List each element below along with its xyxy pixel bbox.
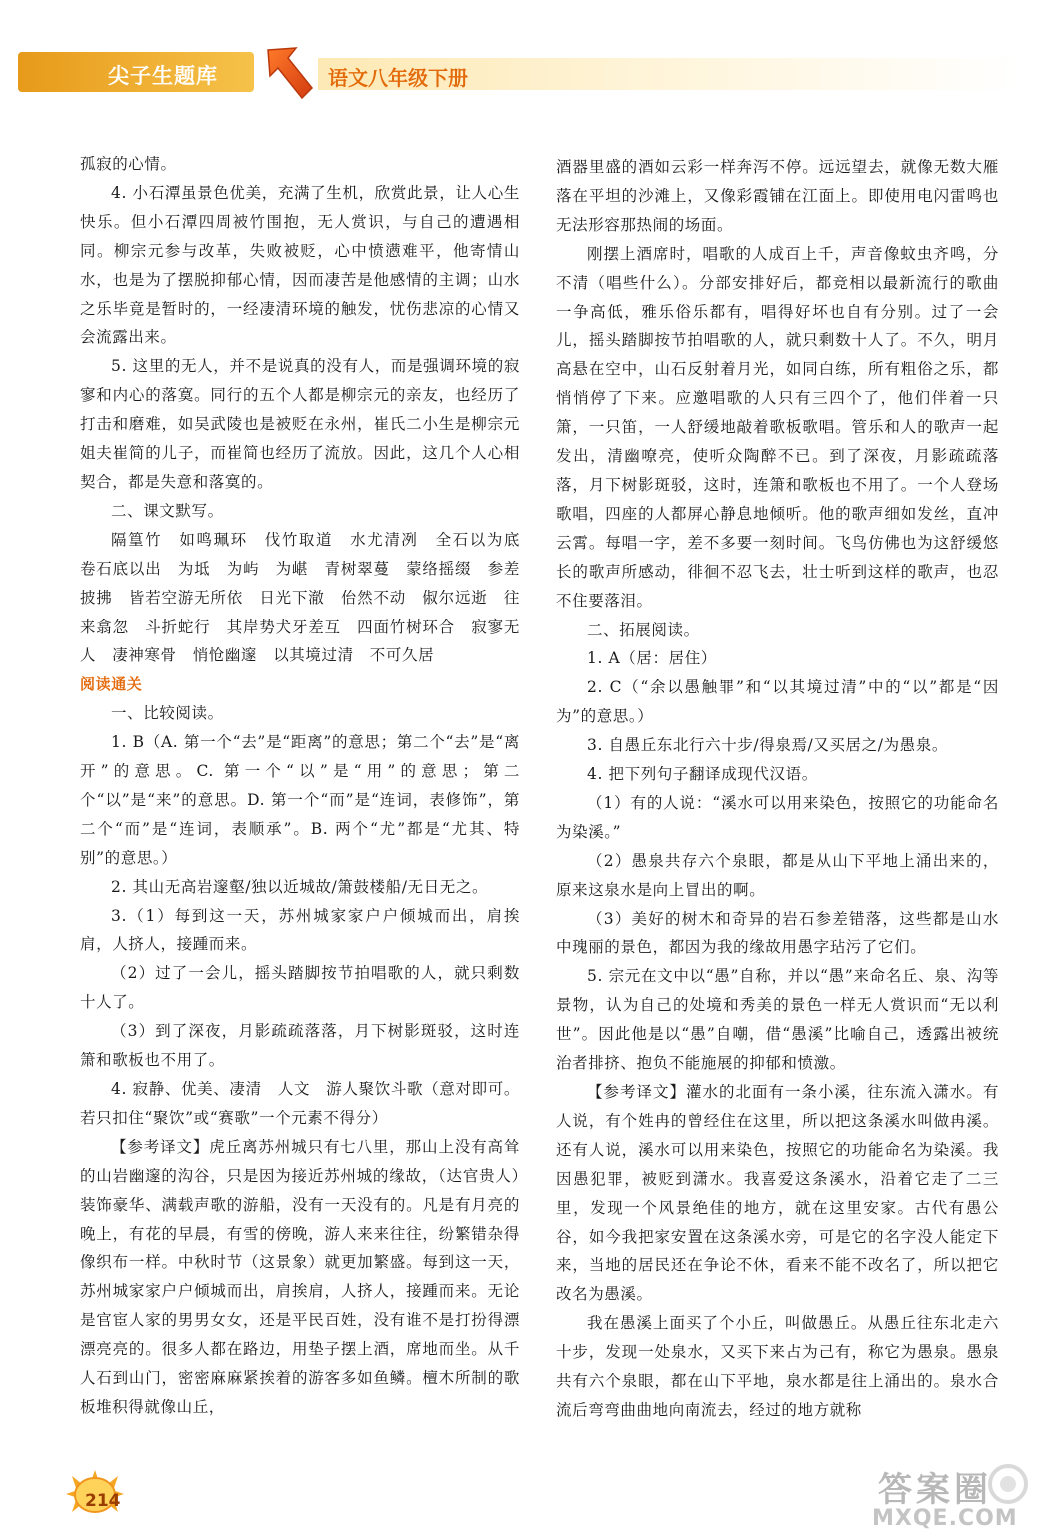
paragraph: 【参考译文】灌水的北面有一条小溪，往东流入潇水。有人说，有个姓冉的曾经住在这里，所以把这条溪水叫做冉溪。还有人说，溪水可以用来染色，按照它的功能命名为染溪。我因愚犯罪，被贬到潇水。我喜爱这条溪水，沿着它走了二三里，发现一个风景绝佳的地方，就在这里安家。古代有愚公谷，如今我把家安置在这条溪水旁，可是它的名字没人能定下来，当地的居民还在争论不休，看来不能不改名了，所以把它改名为愚溪。	[556, 1083, 999, 1304]
paragraph: 酒器里盛的酒如云彩一样奔泻不停。远远望去，就像无数大雁落在平坦的沙滩上，又像彩霞铺在江面上。即使用电闪雷鸣也无法形容那热闹的场面。	[556, 158, 999, 234]
paragraph: 3. 自愚丘东北行六十步/得泉焉/又买居之/为愚泉。	[587, 736, 948, 755]
paragraph: 刚摆上酒席时，唱歌的人成百上千，声音像蚊虫齐鸣，分不清（唱些什么）。分部安排好后，都竞相以最新流行的歌曲一争高低，雅乐俗乐都有，唱得好坏也自有分别。过了一会儿，摇头踏脚按节拍唱歌的人，就只剩数十人了。不久，明月高悬在空中，山石反射着月光，如同白练，所有粗俗之乐，都悄悄停了下来。应邀唱歌的人只有三四个了，他们伴着一只箫，一只笛，一人舒缓地敲着歌板歌唱。管乐和人的歌声一起发出，清幽嘹亮，使听众陶醉不已。到了深夜，月影疏疏落落，月下树影斑驳，这时，连箫和歌板也不用了。一个人登场歌唱，四座的人都屏心静息地倾听。他的歌声细如发丝，直冲云霄。每唱一字，差不多要一刻时间。飞鸟仿佛也为这舒缓悠长的歌声所感动，徘徊不忍飞去，壮士听到这样的歌声，也忍不住要落泪。	[556, 244, 999, 610]
page-number: 214	[85, 1491, 121, 1511]
paragraph: 5. 宗元在文中以“愚”自称，并以“愚”来命名丘、泉、沟等景物，认为自己的处境和秀美的景色一样无人赏识而“无以利世”。因此他是以“愚”自嘲，借“愚溪”比喻自己，透露出被统治者排挤、抱负不能施展的抑郁和愤激。	[556, 967, 999, 1073]
watermark-text: 答案圈	[878, 1470, 992, 1510]
brand-title: 尖子生题库	[108, 64, 218, 88]
arrow-icon	[262, 44, 316, 102]
paragraph: （2）愚泉共存六个泉眼，都是从山下平地上涌出来的，原来这泉水是向上冒出的啊。	[556, 851, 999, 899]
paragraph: （2）过了一会儿，摇头踏脚按节拍唱歌的人，就只剩数十人了。	[80, 964, 520, 1012]
subject-title: 语文八年级下册	[328, 66, 468, 90]
paragraph: 【参考译文】虎丘离苏州城只有七八里，那山上没有高耸的山岩幽邃的沟谷，只是因为接近苏州城的缘故，（达官贵人）装饰豪华、满载声歌的游船，没有一天没有的。凡是有月亮的晚上，有花的早晨，有雪的傍晚，游人来来往往，纷繁错杂得像织布一样。中秋时节（这景象）就更加繁盛。每到这一天，苏州城家家户户倾城而出，肩挨肩，人挤人，接踵而来。无论是官宦人家的男男女女，还是平民百姓，没有谁不是打扮得漂漂亮亮的。很多人都在路边，用垫子摆上酒，席地而坐。从千人石到山门，密密麻麻紧挨着的游客多如鱼鳞。檀木所制的歌板堆积得就像山丘，	[80, 1137, 520, 1416]
paragraph: （3）到了深夜，月影疏疏落落，月下树影斑驳，这时连箫和歌板也不用了。	[80, 1022, 520, 1070]
paragraph: （1）有的人说：“溪水可以用来染色，按照它的功能命名为染溪。”	[556, 793, 999, 841]
paragraph: 4. 把下列句子翻译成现代汉语。	[587, 765, 818, 784]
paragraph: 3.（1）每到这一天，苏州城家家户户倾城而出，肩挨肩，人挤人，接踵而来。	[80, 906, 520, 954]
right-column	[556, 153, 999, 1425]
paragraph: 二、课文默写。	[111, 501, 224, 520]
paragraph: 1. A（居：居住）	[587, 649, 717, 668]
paragraph: 1. B（A. 第一个“去”是“距离”的意思；第二个“去”是“离开”的意思。C. 第一个“以”是“用”的意思；第二个“以”是“来”的意思。D. 第一个“而”是“连词，表修饰”，第二个“而”是“连词，表顺承”。B. 两个“尤”都是“尤其、特别”的意思。）	[80, 733, 520, 867]
paragraph: 隔篁竹 如鸣珮环 伐竹取道 水尤清冽 全石以为底 卷石底以出 为坻 为屿 为嵁 青树翠蔓 蒙络摇缀 参差披拂 皆若空游无所依 日光下澈 佁然不动 俶尔远逝 往来翕忽 斗折蛇行 其岸势犬牙差互 四面竹树环合 寂寥无人 凄神寒骨 悄怆幽邃 以其境过清 不可久居	[80, 530, 537, 665]
paragraph: 我在愚溪上面买了个小丘，叫做愚丘。从愚丘往东北走六十步，发现一处泉水，又买下来占为己有，称它为愚泉。愚泉共有六个泉眼，都在山下平地，泉水都是往上涌出的。泉水合流后弯弯曲曲地向南流去，经过的地方就称	[556, 1314, 999, 1419]
section-heading: 阅读通关	[80, 675, 143, 694]
paragraph: （3）美好的树木和奇异的岩石参差错落，这些都是山水中瑰丽的景色，都因为我的缘故用愚字玷污了它们。	[556, 909, 999, 957]
paragraph: 4. 寂静、优美、凄清 人文 游人聚饮斗歌（意对即可。若只扣住“聚饮”或“赛歌”一个元素不得分）	[80, 1080, 520, 1127]
left-column	[80, 150, 537, 1422]
paragraph: 2. C（“余以愚触罪”和“以其境过清”中的“以”都是“因为”的意思。）	[556, 678, 999, 726]
paragraph: 2. 其山无高岩邃壑/独以近城故/箫鼓楼船/无日无之。	[111, 877, 489, 896]
paragraph: 5. 这里的无人，并不是说真的没有人，而是强调环境的寂寥和内心的落寞。同行的五个人都是柳宗元的亲友，也经历了打击和磨难，如吴武陵也是被贬在永州，崔氏二小生是柳宗元姐夫崔简的儿子，而崔简也经历了流放。因此，这几个人心相契合，都是失意和落寞的。	[80, 357, 520, 491]
paragraph: 孤寂的心情。	[80, 155, 177, 173]
page-header	[0, 0, 1049, 120]
watermark-url: MXQE.COM	[872, 1506, 1018, 1531]
paragraph: 4. 小石潭虽景色优美，充满了生机，欣赏此景，让人心生快乐。但小石潭四周被竹围抱，无人赏识，与自己的遭遇相同。柳宗元参与改革，失败被贬，心中愤懑难平，他寄情山水，也是为了摆脱抑郁心情，因而凄苦是他感情的主调；山水之乐毕竟是暂时的，一经凄清环境的触发，忧伤悲凉的心情又会流露出来。	[80, 183, 520, 347]
paragraph: 二、拓展阅读。	[587, 620, 700, 639]
paragraph: 一、比较阅读。	[111, 704, 224, 723]
